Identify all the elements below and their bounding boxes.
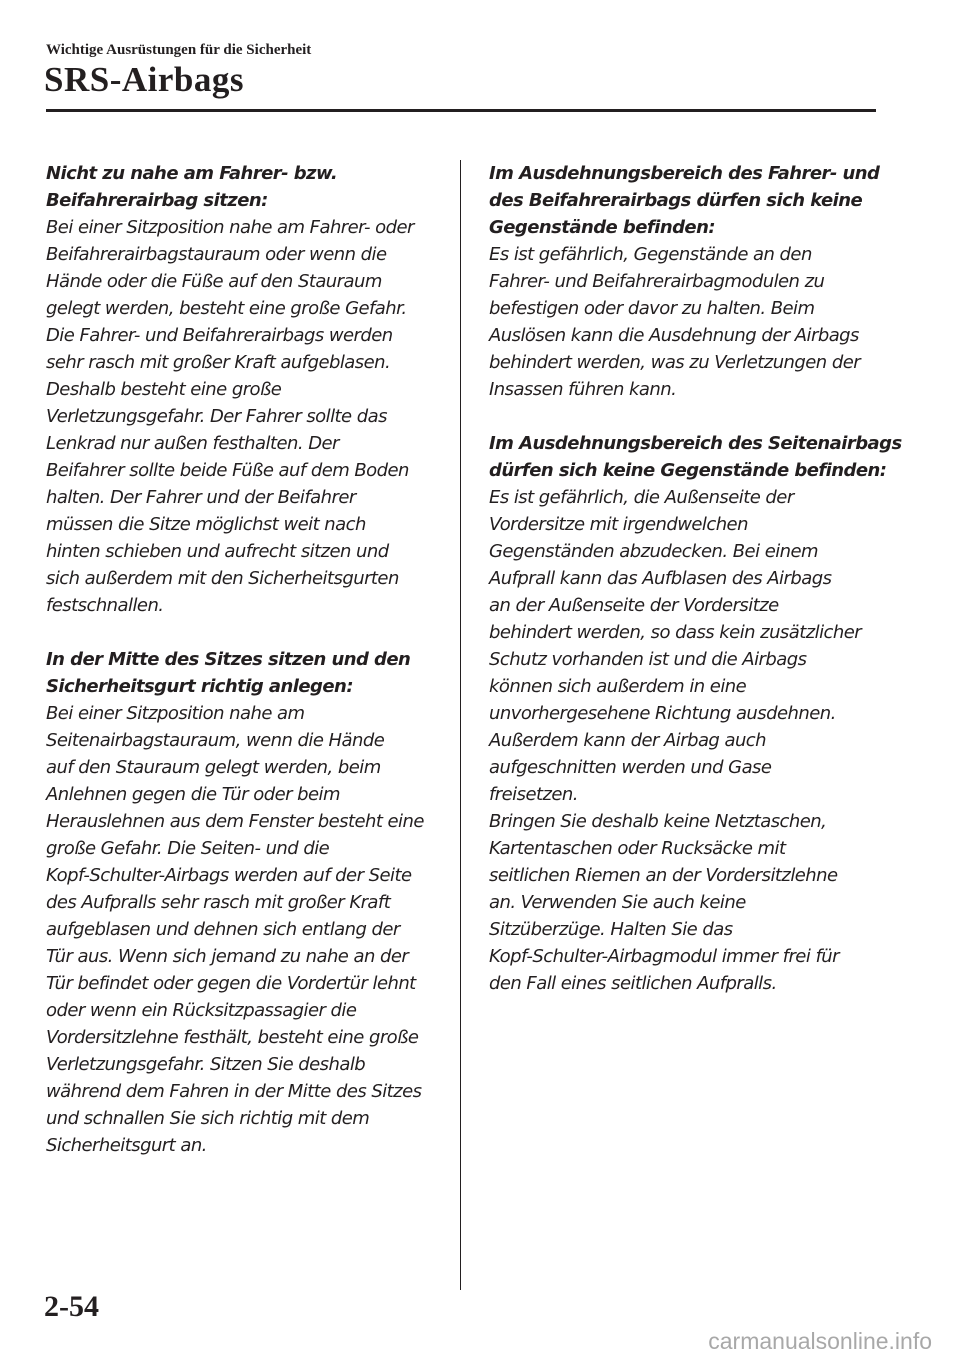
block-body-line: Schutz vorhanden ist und die Airbags — [489, 649, 807, 670]
title-rule — [46, 109, 876, 112]
block-body-line: Fahrer- und Beifahrerairbagmodulen zu — [489, 271, 825, 292]
block-body-line: Tür aus. Wenn sich jemand zu nahe an der — [46, 946, 409, 967]
block-heading-line: Im Ausdehnungsbereich des Seitenairbags — [489, 433, 902, 454]
block-body-line: oder wenn ein Rücksitzpassagier die — [46, 1000, 357, 1021]
block-body-line: Seitenairbagstauraum, wenn die Hände — [46, 730, 385, 751]
block-body-line: an. Verwenden Sie auch keine — [489, 892, 746, 913]
block-heading-line: des Beifahrerairbags dürfen sich keine — [489, 190, 863, 211]
block-body-line: Beifahrerairbagstauraum oder wenn die — [46, 244, 387, 265]
block-body-line: Vordersitzlehne festhält, besteht eine große — [46, 1027, 419, 1048]
block-body-line: an der Außenseite der Vordersitze — [489, 595, 779, 616]
block-body-line: des Aufpralls sehr rasch mit großer Kraft — [46, 892, 391, 913]
block-body-line: Verletzungsgefahr. Der Fahrer sollte das — [46, 406, 387, 427]
block-body-line: Tür befindet oder gegen die Vordertür lehnt — [46, 973, 416, 994]
block-body-line: Lenkrad nur außen festhalten. Der — [46, 433, 339, 454]
block-body-line: Es ist gefährlich, Gegenstände an den — [489, 244, 812, 265]
block-body-line: sehr rasch mit großer Kraft aufgeblasen. — [46, 352, 391, 373]
block-heading-line: dürfen sich keine Gegenstände befinden: — [489, 460, 887, 481]
block-body-line: gelegt werden, besteht eine große Gefahr. — [46, 298, 407, 319]
block-body-line: und schnallen Sie sich richtig mit dem — [46, 1108, 370, 1129]
block-body-line: auf den Stauraum gelegt werden, beim — [46, 757, 381, 778]
block-body-line: Insassen führen kann. — [489, 379, 677, 400]
block-body-line: Auslösen kann die Ausdehnung der Airbags — [489, 325, 859, 346]
block-body-line: den Fall eines seitlichen Aufpralls. — [489, 973, 777, 994]
block-body-line: befestigen oder davor zu halten. Beim — [489, 298, 815, 319]
block-body-line: Sicherheitsgurt an. — [46, 1135, 207, 1156]
text-block — [46, 646, 446, 1159]
column-divider — [460, 160, 461, 1290]
right-column — [489, 160, 902, 1024]
watermark: carmanualsonline.info — [708, 1328, 932, 1354]
section-label: Wichtige Ausrüstungen für die Sicherheit — [46, 42, 312, 58]
block-body-line: freisetzen. — [489, 784, 578, 805]
block-body-line: sich außerdem mit den Sicherheitsgurten — [46, 568, 399, 589]
block-body-line: festschnallen. — [46, 595, 164, 616]
block-body-line: Bringen Sie deshalb keine Netztaschen, — [489, 811, 827, 832]
block-body-line: Aufprall kann das Aufblasen des Airbags — [489, 568, 832, 589]
text-block — [489, 160, 884, 403]
block-body-line: Außerdem kann der Airbag auch — [489, 730, 767, 751]
block-body-line: aufgeblasen und dehnen sich entlang der — [46, 919, 400, 940]
block-body-line: Kopf-Schulter-Airbags werden auf der Seite — [46, 865, 412, 886]
block-body-line: Beifahrer sollte beide Füße auf dem Boden — [46, 460, 409, 481]
block-body-line: Bei einer Sitzposition nahe am — [46, 703, 305, 724]
text-block — [46, 160, 446, 619]
block-body-line: müssen die Sitze möglichst weit nach — [46, 514, 366, 535]
block-body-line: Verletzungsgefahr. Sitzen Sie deshalb — [46, 1054, 366, 1075]
block-body-line: unvorhergesehene Richtung ausdehnen. — [489, 703, 836, 724]
block-body-line: halten. Der Fahrer und der Beifahrer — [46, 487, 356, 508]
block-body-line: Die Fahrer- und Beifahrerairbags werden — [46, 325, 393, 346]
block-body-line: Hände oder die Füße auf den Stauraum — [46, 271, 382, 292]
left-column — [46, 160, 446, 1186]
block-body-line: hinten schieben und aufrecht sitzen und — [46, 541, 389, 562]
block-heading-line: Sicherheitsgurt richtig anlegen: — [46, 676, 353, 697]
block-body-line: während dem Fahren in der Mitte des Sitzes — [46, 1081, 422, 1102]
block-body-line: Kartentaschen oder Rucksäcke mit — [489, 838, 786, 859]
block-heading-line: Gegenstände befinden: — [489, 217, 715, 238]
block-body-line: Gegenständen abzudecken. Bei einem — [489, 541, 819, 562]
block-body-line: können sich außerdem in eine — [489, 676, 747, 697]
block-body-line: große Gefahr. Die Seiten- und die — [46, 838, 330, 859]
block-body-line: Kopf-Schulter-Airbagmodul immer frei für — [489, 946, 839, 967]
block-body-line: Vordersitze mit irgendwelchen — [489, 514, 748, 535]
block-body-line: Herauslehnen aus dem Fenster besteht eine — [46, 811, 424, 832]
page-number: 2-54 — [44, 1290, 99, 1323]
block-heading-line: In der Mitte des Sitzes sitzen und den — [46, 649, 411, 670]
text-block — [489, 430, 902, 997]
block-heading-line: Im Ausdehnungsbereich des Fahrer- und — [489, 163, 880, 184]
block-body-line: aufgeschnitten werden und Gase — [489, 757, 772, 778]
page-title: SRS-Airbags — [44, 60, 244, 99]
block-body-line: Anlehnen gegen die Tür oder beim — [46, 784, 340, 805]
block-body-line: Sitzüberzüge. Halten Sie das — [489, 919, 733, 940]
block-body-line: Deshalb besteht eine große — [46, 379, 282, 400]
block-body-line: behindert werden, was zu Verletzungen der — [489, 352, 861, 373]
block-body-line: behindert werden, so dass kein zusätzlicher — [489, 622, 862, 643]
block-heading-line: Beifahrerairbag sitzen: — [46, 190, 268, 211]
block-body-line: Es ist gefährlich, die Außenseite der — [489, 487, 794, 508]
block-heading-line: Nicht zu nahe am Fahrer- bzw. — [46, 163, 338, 184]
block-body-line: Bei einer Sitzposition nahe am Fahrer- oder — [46, 217, 414, 238]
block-body-line: seitlichen Riemen an der Vordersitzlehne — [489, 865, 838, 886]
